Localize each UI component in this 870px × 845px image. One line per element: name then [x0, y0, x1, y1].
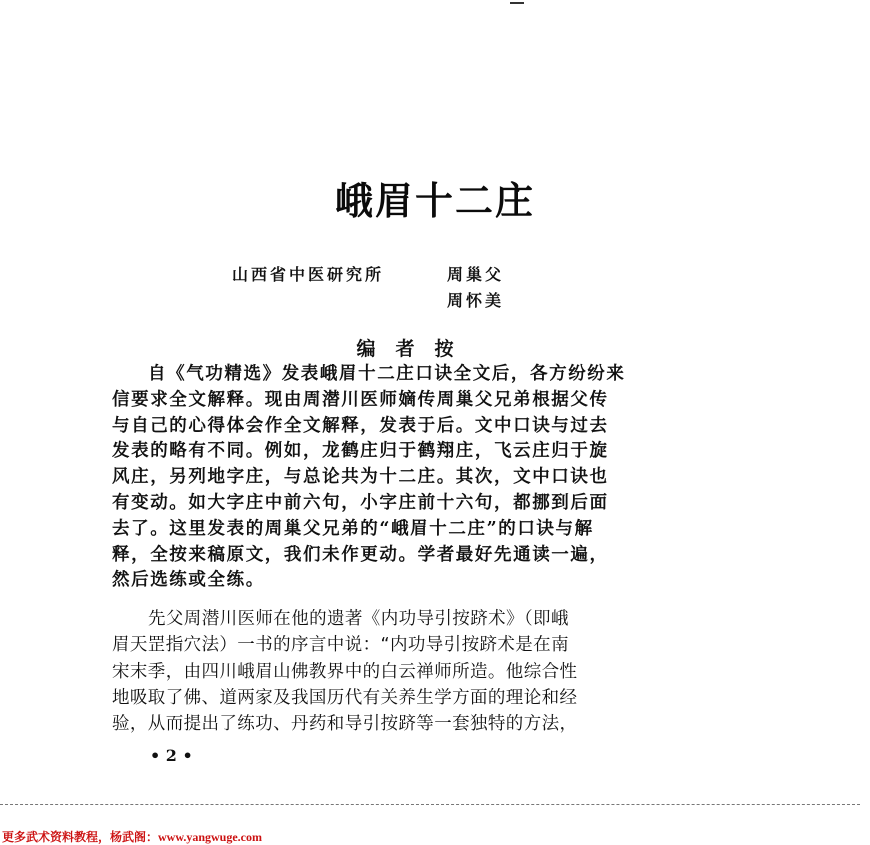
main-body-text — [112, 606, 732, 737]
editor-note-heading: 编者按 — [356, 338, 474, 360]
editor-note-line: 有变动。如大字庄中前六句，小字庄前十六句，都挪到后面 — [112, 492, 609, 513]
page-title: 峨眉十二庄 — [334, 179, 535, 223]
page-bottom-rule — [0, 804, 860, 805]
body-line: 地吸取了佛、道两家及我国历代有关养生学方面的理论和经 — [112, 687, 578, 708]
editor-note-line: 去了。这里发表的周巢父兄弟的“峨眉十二庄”的口诀与解 — [112, 518, 594, 539]
editor-note-body — [112, 362, 732, 594]
author-institution: 山西省中医研究所 — [232, 265, 385, 284]
page-number: • 2 • — [150, 746, 193, 765]
body-line: 宋末季，由四川峨眉山佛教界中的白云禅师所造。他综合性 — [112, 661, 578, 682]
editor-note-line: 风庄，另列地字庄，与总论共为十二庄。其次，文中口诀也 — [112, 467, 609, 488]
scan-mark — [510, 2, 524, 4]
editor-note-line: 然后选练或全练。 — [112, 570, 265, 591]
editor-note-line: 释，全按来稿原文，我们未作更动。学者最好先通读一遍， — [112, 544, 609, 565]
editor-note-line: 与自己的心得体会作全文解释，发表于后。文中口诀与过去 — [112, 415, 609, 436]
editor-note-line: 信要求全文解释。现由周潜川医师嫡传周巢父兄弟根据父传 — [112, 389, 609, 410]
footer-watermark-link[interactable]: 更多武术资料教程，杨武阁：www.yangwuge.com — [2, 830, 262, 844]
author-name: 周巢父 — [447, 265, 505, 284]
editor-note-line: 发表的略有不同。例如，龙鹤庄归于鹤翔庄，飞云庄归于旋 — [112, 441, 609, 462]
author-name: 周怀美 — [447, 291, 505, 310]
body-line: 先父周潜川医师在他的遗著《内功导引按跻术》（即峨 — [148, 609, 569, 629]
body-line: 验，从而提出了练功、丹药和导引按跻等一套独特的方法， — [112, 714, 578, 735]
body-line: 眉天罡指穴法）一书的序言中说：“内功导引按跻术是在南 — [112, 635, 569, 656]
editor-note-line: 自《气功精选》发表峨眉十二庄口诀全文后，各方纷纷来 — [148, 364, 626, 384]
